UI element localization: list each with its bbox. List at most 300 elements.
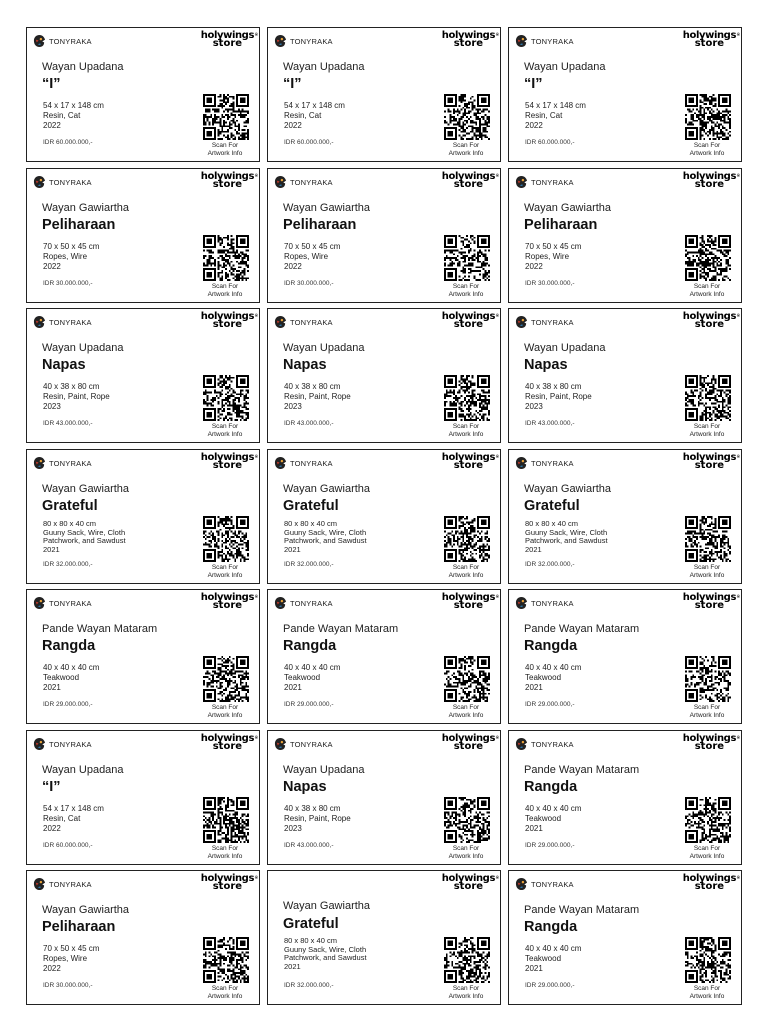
artwork-price: IDR 60.000.000,- xyxy=(284,139,334,146)
scan-line1: Scan For xyxy=(452,564,480,571)
scan-line2: Artwork Info xyxy=(689,993,725,1000)
store-logo-line1 xyxy=(200,30,258,41)
registered-mark: ® xyxy=(254,454,258,459)
tonyraka-brand xyxy=(515,34,574,48)
artwork-price: IDR 43.000.000,- xyxy=(284,842,334,849)
tonyraka-logo-icon xyxy=(515,315,528,329)
holywings-store-logo xyxy=(200,733,258,752)
store-logo-word: holywings xyxy=(682,30,736,41)
artwork-label-card xyxy=(26,589,260,724)
qr-code-icon[interactable] xyxy=(444,656,490,702)
qr-code-icon[interactable] xyxy=(203,937,249,983)
artwork-dimensions: 40 x 38 x 80 cm xyxy=(43,382,100,391)
brand-name: TONYRAKA xyxy=(290,36,333,46)
artist-name: Wayan Upadana xyxy=(524,61,606,73)
brand-name: TONYRAKA xyxy=(49,879,92,889)
qr-code-icon[interactable] xyxy=(444,937,490,983)
artwork-label-card xyxy=(267,308,501,443)
artwork-details xyxy=(284,242,429,272)
artwork-dimensions: 54 x 17 x 148 cm xyxy=(43,101,104,110)
artwork-materials: Ropes, Wire xyxy=(525,252,570,261)
scan-for-info-label xyxy=(440,704,492,720)
holywings-store-logo xyxy=(441,452,499,471)
store-logo-line1 xyxy=(682,311,740,322)
qr-code-icon[interactable] xyxy=(203,656,249,702)
store-logo-line1 xyxy=(441,452,499,463)
artist-name: Wayan Gawiartha xyxy=(283,483,371,495)
holywings-store-logo xyxy=(682,733,740,752)
qr-code-icon[interactable] xyxy=(685,516,731,562)
registered-mark: ® xyxy=(254,32,258,37)
tonyraka-brand xyxy=(515,315,574,329)
store-logo-word: holywings xyxy=(200,733,254,744)
qr-code-icon[interactable] xyxy=(444,235,490,281)
tonyraka-brand xyxy=(515,596,574,610)
brand-name: TONYRAKA xyxy=(531,317,574,327)
qr-code-icon[interactable] xyxy=(685,235,731,281)
tonyraka-brand xyxy=(515,877,574,891)
artwork-title: Rangda xyxy=(524,919,578,935)
brand-name: TONYRAKA xyxy=(531,598,574,608)
tonyraka-brand xyxy=(274,315,333,329)
qr-code-icon[interactable] xyxy=(685,375,731,421)
scan-line2: Artwork Info xyxy=(448,712,484,719)
store-logo-line2: store xyxy=(694,881,725,892)
tonyraka-logo-icon xyxy=(33,175,46,189)
artwork-title: Grateful xyxy=(283,916,339,932)
artwork-dimensions: 40 x 40 x 40 cm xyxy=(525,944,582,953)
scan-line1: Scan For xyxy=(452,704,480,711)
artwork-label-card xyxy=(508,168,742,303)
qr-code-icon[interactable] xyxy=(444,797,490,843)
artwork-materials: Patchwork, and Sawdust xyxy=(284,953,367,962)
artwork-year: 2023 xyxy=(43,402,61,411)
tonyraka-brand xyxy=(33,456,92,470)
scan-line1: Scan For xyxy=(452,985,480,992)
qr-code-icon[interactable] xyxy=(203,94,249,140)
scan-line2: Artwork Info xyxy=(448,291,484,298)
holywings-store-logo xyxy=(441,733,499,752)
artwork-dimensions: 70 x 50 x 45 cm xyxy=(284,242,341,251)
brand-name: TONYRAKA xyxy=(49,36,92,46)
store-logo-line2: store xyxy=(453,600,484,611)
artist-name: Wayan Gawiartha xyxy=(524,202,612,214)
artist-name: Pande Wayan Mataram xyxy=(283,623,399,635)
artwork-label-card xyxy=(267,589,501,724)
artwork-title: Napas xyxy=(42,357,86,373)
artwork-materials: Resin, Cat xyxy=(43,814,81,823)
artwork-materials: Resin, Cat xyxy=(43,111,81,120)
artwork-details xyxy=(525,382,670,412)
scan-line1: Scan For xyxy=(211,564,239,571)
artwork-materials: Guuny Sack, Wire, Cloth xyxy=(43,527,126,537)
store-logo-word: holywings xyxy=(200,452,254,463)
store-logo-line2: store xyxy=(453,881,484,892)
store-logo-line2: store xyxy=(694,319,725,330)
tonyraka-brand xyxy=(33,34,92,48)
registered-mark: ® xyxy=(495,875,499,880)
artwork-label-card xyxy=(508,589,742,724)
artwork-details xyxy=(284,663,429,693)
artwork-title: Rangda xyxy=(283,638,337,654)
artwork-title: Rangda xyxy=(524,779,578,795)
artwork-year: 2022 xyxy=(43,964,61,973)
artist-name: Wayan Upadana xyxy=(283,61,365,73)
store-logo-line1 xyxy=(682,873,740,884)
artwork-label-card xyxy=(508,27,742,162)
artwork-year: 2021 xyxy=(525,824,543,833)
brand-name: TONYRAKA xyxy=(49,739,92,749)
store-logo-word: holywings xyxy=(682,311,736,322)
artwork-details xyxy=(525,663,670,693)
qr-code-icon[interactable] xyxy=(444,516,490,562)
qr-code-icon[interactable] xyxy=(203,797,249,843)
scan-line1: Scan For xyxy=(452,283,480,290)
artwork-details xyxy=(43,242,188,272)
artwork-year: 2022 xyxy=(43,121,61,130)
scan-line1: Scan For xyxy=(452,845,480,852)
artwork-materials: Patchwork, and Sawdust xyxy=(43,536,126,545)
artwork-price: IDR 43.000.000,- xyxy=(43,420,93,427)
artwork-label-card xyxy=(26,27,260,162)
tonyraka-logo-icon xyxy=(274,596,287,610)
holywings-store-logo xyxy=(200,592,258,611)
artwork-details xyxy=(284,520,429,554)
scan-line1: Scan For xyxy=(211,142,239,149)
tonyraka-logo-icon xyxy=(33,737,46,751)
artwork-dimensions: 54 x 17 x 148 cm xyxy=(284,101,345,110)
artwork-materials: Guuny Sack, Wire, Cloth xyxy=(284,944,367,954)
tonyraka-brand xyxy=(33,315,92,329)
scan-line2: Artwork Info xyxy=(207,853,243,860)
artwork-dimensions: 70 x 50 x 45 cm xyxy=(43,242,100,251)
artwork-year: 2021 xyxy=(525,964,543,973)
artwork-dimensions: 80 x 80 x 40 cm xyxy=(284,936,337,945)
store-logo-line2: store xyxy=(694,600,725,611)
scan-for-info-label xyxy=(440,985,492,1001)
artwork-details xyxy=(43,520,188,554)
artist-name: Wayan Gawiartha xyxy=(42,202,130,214)
artwork-price: IDR 30.000.000,- xyxy=(43,982,93,989)
registered-mark: ® xyxy=(736,875,740,880)
tonyraka-logo-icon xyxy=(274,34,287,48)
store-logo-word: holywings xyxy=(682,171,736,182)
artwork-dimensions: 40 x 40 x 40 cm xyxy=(284,663,341,672)
artwork-details xyxy=(525,804,670,834)
artwork-label-card xyxy=(26,870,260,1005)
tonyraka-brand xyxy=(33,737,92,751)
store-logo-word: holywings xyxy=(682,592,736,603)
artwork-details xyxy=(43,663,188,693)
store-logo-word: holywings xyxy=(441,311,495,322)
artist-name: Pande Wayan Mataram xyxy=(524,623,640,635)
artwork-materials: Resin, Cat xyxy=(284,111,322,120)
scan-for-info-label xyxy=(681,704,733,720)
store-logo-word: holywings xyxy=(200,171,254,182)
artwork-label-card xyxy=(508,730,742,865)
artwork-details xyxy=(43,382,188,412)
artwork-dimensions: 80 x 80 x 40 cm xyxy=(525,519,578,528)
artwork-year: 2022 xyxy=(284,262,302,271)
artwork-dimensions: 40 x 40 x 40 cm xyxy=(525,663,582,672)
artwork-materials: Patchwork, and Sawdust xyxy=(525,536,608,545)
scan-for-info-label xyxy=(681,423,733,439)
qr-code-icon[interactable] xyxy=(203,235,249,281)
scan-for-info-label xyxy=(681,564,733,580)
brand-name: TONYRAKA xyxy=(290,317,333,327)
scan-line2: Artwork Info xyxy=(207,150,243,157)
brand-name: TONYRAKA xyxy=(49,598,92,608)
tonyraka-brand xyxy=(274,175,333,189)
artwork-price: IDR 29.000.000,- xyxy=(525,701,575,708)
holywings-store-logo xyxy=(441,873,499,892)
tonyraka-logo-icon xyxy=(33,596,46,610)
brand-name: TONYRAKA xyxy=(531,458,574,468)
brand-name: TONYRAKA xyxy=(531,739,574,749)
store-logo-line2: store xyxy=(212,460,243,471)
tonyraka-logo-icon xyxy=(515,175,528,189)
tonyraka-brand xyxy=(515,175,574,189)
registered-mark: ® xyxy=(254,594,258,599)
artwork-year: 2022 xyxy=(525,121,543,130)
scan-for-info-label xyxy=(681,283,733,299)
tonyraka-logo-icon xyxy=(274,737,287,751)
registered-mark: ® xyxy=(736,735,740,740)
artwork-price: IDR 43.000.000,- xyxy=(284,420,334,427)
brand-name: TONYRAKA xyxy=(49,177,92,187)
registered-mark: ® xyxy=(254,173,258,178)
brand-name: TONYRAKA xyxy=(290,177,333,187)
holywings-store-logo xyxy=(682,171,740,190)
artwork-title: Napas xyxy=(524,357,568,373)
scan-line1: Scan For xyxy=(452,423,480,430)
registered-mark: ® xyxy=(736,313,740,318)
artist-name: Wayan Upadana xyxy=(524,342,606,354)
artwork-materials: Teakwood xyxy=(284,673,321,682)
registered-mark: ® xyxy=(495,735,499,740)
scan-line1: Scan For xyxy=(693,985,721,992)
qr-code-icon[interactable] xyxy=(685,937,731,983)
artwork-title: “I” xyxy=(42,779,61,795)
artwork-details xyxy=(284,937,429,971)
artwork-year: 2023 xyxy=(525,402,543,411)
artwork-materials: Ropes, Wire xyxy=(43,954,88,963)
artwork-year: 2021 xyxy=(525,544,542,554)
artwork-price: IDR 29.000.000,- xyxy=(525,842,575,849)
registered-mark: ® xyxy=(736,454,740,459)
store-logo-line1 xyxy=(682,171,740,182)
store-logo-line1 xyxy=(682,733,740,744)
artwork-materials: Resin, Paint, Rope xyxy=(43,392,110,401)
artist-name: Pande Wayan Mataram xyxy=(524,904,640,916)
artwork-price: IDR 43.000.000,- xyxy=(525,420,575,427)
store-logo-line2: store xyxy=(453,460,484,471)
artwork-label-card xyxy=(267,168,501,303)
tonyraka-brand xyxy=(33,175,92,189)
artist-name: Wayan Gawiartha xyxy=(524,483,612,495)
store-logo-line1 xyxy=(200,873,258,884)
artwork-dimensions: 70 x 50 x 45 cm xyxy=(525,242,582,251)
artwork-title: Grateful xyxy=(42,498,98,514)
artwork-label-card xyxy=(267,730,501,865)
holywings-store-logo xyxy=(682,592,740,611)
holywings-store-logo xyxy=(441,311,499,330)
registered-mark: ® xyxy=(495,32,499,37)
artwork-materials: Patchwork, and Sawdust xyxy=(284,536,367,545)
artwork-dimensions: 40 x 40 x 40 cm xyxy=(43,663,100,672)
artwork-details xyxy=(43,944,188,974)
store-logo-word: holywings xyxy=(441,171,495,182)
artwork-dimensions: 40 x 38 x 80 cm xyxy=(284,382,341,391)
registered-mark: ® xyxy=(736,173,740,178)
artwork-details xyxy=(525,242,670,272)
scan-line1: Scan For xyxy=(693,283,721,290)
artwork-title: Napas xyxy=(283,779,327,795)
store-logo-line1 xyxy=(200,733,258,744)
store-logo-line2: store xyxy=(694,460,725,471)
artwork-price: IDR 60.000.000,- xyxy=(43,842,93,849)
artwork-price: IDR 30.000.000,- xyxy=(284,280,334,287)
scan-line2: Artwork Info xyxy=(689,150,725,157)
store-logo-line1 xyxy=(441,873,499,884)
artist-name: Pande Wayan Mataram xyxy=(42,623,158,635)
tonyraka-logo-icon xyxy=(515,737,528,751)
holywings-store-logo xyxy=(200,311,258,330)
artwork-dimensions: 80 x 80 x 40 cm xyxy=(284,519,337,528)
store-logo-line2: store xyxy=(694,38,725,49)
brand-name: TONYRAKA xyxy=(290,458,333,468)
store-logo-line2: store xyxy=(212,600,243,611)
artwork-label-card xyxy=(267,27,501,162)
holywings-store-logo xyxy=(682,30,740,49)
artwork-title: Grateful xyxy=(524,498,580,514)
artist-name: Wayan Gawiartha xyxy=(283,202,371,214)
store-logo-line1 xyxy=(441,311,499,322)
scan-for-info-label xyxy=(681,845,733,861)
scan-for-info-label xyxy=(199,845,251,861)
brand-name: TONYRAKA xyxy=(531,177,574,187)
store-logo-line2: store xyxy=(453,741,484,752)
scan-line1: Scan For xyxy=(211,985,239,992)
artwork-dimensions: 70 x 50 x 45 cm xyxy=(43,944,100,953)
registered-mark: ® xyxy=(495,594,499,599)
scan-line2: Artwork Info xyxy=(207,291,243,298)
tonyraka-brand xyxy=(274,596,333,610)
scan-line1: Scan For xyxy=(211,423,239,430)
qr-code-icon[interactable] xyxy=(685,797,731,843)
registered-mark: ® xyxy=(254,735,258,740)
scan-line1: Scan For xyxy=(693,142,721,149)
artwork-title: Napas xyxy=(283,357,327,373)
scan-line2: Artwork Info xyxy=(448,853,484,860)
store-logo-line2: store xyxy=(453,179,484,190)
store-logo-word: holywings xyxy=(682,873,736,884)
scan-line2: Artwork Info xyxy=(448,993,484,1000)
artwork-title: “I” xyxy=(283,76,302,92)
scan-line2: Artwork Info xyxy=(207,431,243,438)
artwork-label-card xyxy=(508,870,742,1005)
store-logo-line1 xyxy=(441,171,499,182)
artwork-materials: Ropes, Wire xyxy=(43,252,88,261)
artwork-year: 2021 xyxy=(284,961,301,971)
qr-code-icon[interactable] xyxy=(203,516,249,562)
artwork-materials: Guuny Sack, Wire, Cloth xyxy=(284,527,367,537)
qr-code-icon[interactable] xyxy=(685,94,731,140)
artwork-price: IDR 29.000.000,- xyxy=(284,701,334,708)
artwork-price: IDR 60.000.000,- xyxy=(43,139,93,146)
qr-code-icon[interactable] xyxy=(203,375,249,421)
qr-code-icon[interactable] xyxy=(444,375,490,421)
artist-name: Wayan Upadana xyxy=(283,764,365,776)
scan-line1: Scan For xyxy=(211,704,239,711)
artwork-details xyxy=(284,101,429,131)
store-logo-line1 xyxy=(200,452,258,463)
artwork-year: 2022 xyxy=(525,262,543,271)
scan-for-info-label xyxy=(199,704,251,720)
artwork-year: 2023 xyxy=(284,824,302,833)
artwork-year: 2023 xyxy=(284,402,302,411)
artwork-details xyxy=(525,101,670,131)
scan-line2: Artwork Info xyxy=(689,853,725,860)
artwork-label-card xyxy=(508,308,742,443)
brand-name: TONYRAKA xyxy=(531,36,574,46)
artwork-dimensions: 80 x 80 x 40 cm xyxy=(43,519,96,528)
artwork-year: 2021 xyxy=(43,544,60,554)
registered-mark: ® xyxy=(495,313,499,318)
brand-name: TONYRAKA xyxy=(49,317,92,327)
tonyraka-logo-icon xyxy=(515,596,528,610)
artwork-price: IDR 32.000.000,- xyxy=(43,561,93,568)
holywings-store-logo xyxy=(200,873,258,892)
store-logo-word: holywings xyxy=(682,452,736,463)
qr-code-icon[interactable] xyxy=(444,94,490,140)
qr-code-icon[interactable] xyxy=(685,656,731,702)
artwork-details xyxy=(43,804,188,834)
holywings-store-logo xyxy=(441,30,499,49)
scan-for-info-label xyxy=(440,423,492,439)
store-logo-line1 xyxy=(682,452,740,463)
store-logo-word: holywings xyxy=(441,733,495,744)
tonyraka-logo-icon xyxy=(515,456,528,470)
store-logo-line2: store xyxy=(212,741,243,752)
holywings-store-logo xyxy=(441,592,499,611)
artwork-materials: Teakwood xyxy=(525,673,562,682)
store-logo-line2: store xyxy=(453,319,484,330)
artwork-year: 2021 xyxy=(43,683,61,692)
store-logo-line1 xyxy=(200,592,258,603)
scan-line1: Scan For xyxy=(693,564,721,571)
scan-line1: Scan For xyxy=(211,283,239,290)
artwork-materials: Teakwood xyxy=(43,673,80,682)
tonyraka-brand xyxy=(33,877,92,891)
artist-name: Wayan Upadana xyxy=(42,342,124,354)
artwork-title: Peliharaan xyxy=(283,217,357,233)
scan-line1: Scan For xyxy=(452,142,480,149)
artwork-title: Grateful xyxy=(283,498,339,514)
store-logo-line2: store xyxy=(212,881,243,892)
artwork-label-card xyxy=(26,308,260,443)
artwork-materials: Resin, Paint, Rope xyxy=(284,392,351,401)
brand-name: TONYRAKA xyxy=(49,458,92,468)
artwork-price: IDR 30.000.000,- xyxy=(43,280,93,287)
artwork-details xyxy=(525,520,670,554)
registered-mark: ® xyxy=(736,32,740,37)
artwork-materials: Resin, Paint, Rope xyxy=(284,814,351,823)
scan-line2: Artwork Info xyxy=(207,712,243,719)
scan-line1: Scan For xyxy=(693,704,721,711)
store-logo-line1 xyxy=(682,592,740,603)
artwork-price: IDR 29.000.000,- xyxy=(43,701,93,708)
